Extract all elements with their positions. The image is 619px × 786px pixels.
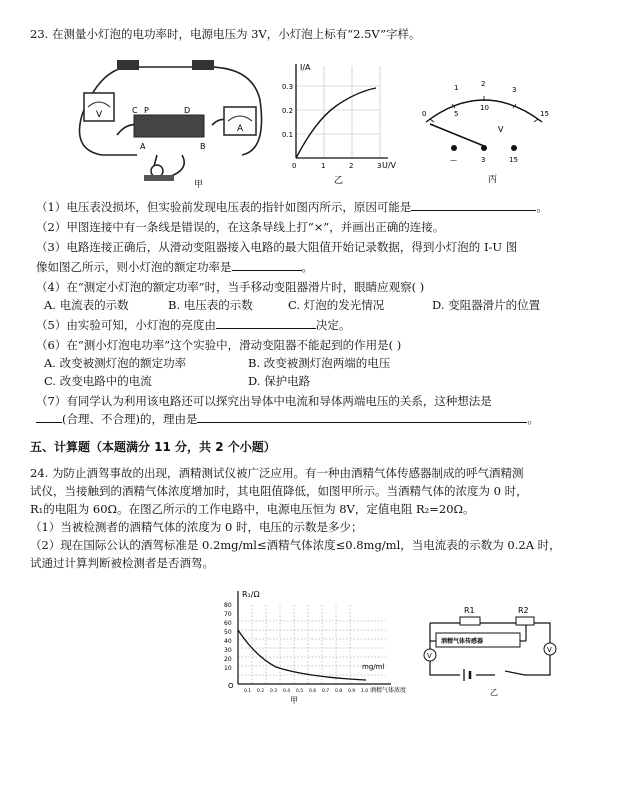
yi-xtick: 1 — [321, 162, 326, 170]
bing-scale-bottom: 15 — [540, 110, 549, 118]
meter-label-right: V — [547, 646, 552, 654]
r1-label: R1 — [464, 606, 475, 615]
q24-line-4: （1）当被检测者的酒精气体的浓度为 0 时，电压的示数是多少； — [30, 520, 363, 534]
yi-ylabel: I/A — [300, 63, 311, 72]
battery-icon — [192, 60, 214, 70]
jia-ytick: 60 — [224, 620, 232, 627]
q24-figure-jia — [216, 585, 406, 710]
voltmeter-label: V — [96, 110, 103, 120]
jia-ytick: 50 — [224, 629, 232, 636]
jia-xlabel: 酒精气体浓度 — [370, 687, 406, 694]
figure-caption-yi2: 乙 — [490, 688, 498, 697]
yi-xlabel: U/V — [382, 161, 397, 170]
r1-curve — [238, 630, 366, 680]
ammeter-label: A — [237, 124, 244, 134]
q23-line-1: （1）电压表没损坏，但实验前发现电压表的指针如图丙所示，原因可能是 。 — [36, 200, 548, 214]
bing-scale-top: 1 — [454, 84, 459, 92]
jia-xtick: 0.5 — [296, 689, 304, 694]
r1-resistor — [460, 617, 480, 625]
q24-line-1: 24. 为防止酒驾事故的出现，酒精测试仪被广泛应用。有一种由酒精气体传感器制成的呼气酒精测 — [30, 466, 524, 480]
rheostat-label-p: P — [144, 106, 149, 115]
yi-ytick: 0.2 — [282, 107, 294, 115]
answer-blank[interactable] — [197, 422, 527, 423]
terminal-label: — — [450, 156, 457, 164]
jia-ytick: 30 — [224, 647, 232, 654]
bing-scale-top: 3 — [512, 86, 517, 94]
yi-xtick: 2 — [349, 162, 354, 170]
q23-option-6c: C. 改变电路中的电流 — [44, 374, 152, 388]
q23-line-2: （2）甲图连接中有一条线是错误的，在这条导线上打“×”，并画出正确的连接。 — [36, 220, 445, 234]
q23-option-4a: A. 电流表的示数 — [44, 298, 129, 312]
jia-xtick: 0.4 — [283, 689, 291, 694]
iu-curve — [296, 88, 376, 158]
q23-option-6a: A. 改变被测灯泡的额定功率 — [44, 356, 187, 370]
q23-option-4c: C. 灯泡的发光情况 — [288, 298, 385, 312]
q23-line-7: （6）在“测小灯泡电功率”这个实验中，滑动变阻器不能起到的作用是( ) — [36, 338, 402, 352]
jia-ylabel: R₁/Ω — [242, 590, 260, 599]
q23-figure-bing — [414, 74, 554, 186]
jia-xtick: 1.0 — [361, 689, 369, 694]
terminal-icon — [451, 145, 457, 151]
figure-caption-bing: 丙 — [488, 175, 498, 185]
meter-label-left: V — [427, 652, 432, 660]
q23-figure-jia — [62, 55, 272, 190]
bing-scale-bottom: 10 — [480, 104, 489, 112]
terminal-icon — [481, 145, 487, 151]
bing-scale-bottom: 5 — [454, 110, 459, 118]
rheostat-label-a: A — [140, 142, 146, 151]
answer-blank[interactable] — [36, 422, 62, 423]
q23-line-4: 像如图乙所示，则小灯泡的额定功率是 。 — [36, 260, 313, 274]
q23-figure-yi — [276, 60, 402, 185]
yi-xtick: 3 — [377, 162, 382, 170]
figure-caption-jia: 甲 — [194, 180, 204, 190]
q23-option-6d: D. 保护电路 — [248, 374, 311, 388]
q23-option-4b: B. 电压表的示数 — [168, 298, 253, 312]
yi-ytick: 0.1 — [282, 131, 294, 139]
battery-icon — [117, 60, 139, 70]
terminal-label: 3 — [481, 156, 486, 164]
answer-blank[interactable] — [232, 270, 302, 271]
jia-ytick: 20 — [224, 656, 232, 663]
q23-line-5: （4）在“测定小灯泡的额定功率”时，当手移动变阻器滑片时，眼睛应观察( ) — [36, 280, 425, 294]
q23-line-8: （7）有同学认为利用该电路还可以探究出导体中电流和导体两端电压的关系，这种想法是 — [36, 394, 492, 408]
bing-unit: V — [498, 125, 504, 134]
jia-origin: O — [228, 682, 234, 690]
q24-figure-yi — [420, 605, 570, 700]
yi-ytick: 0.3 — [282, 83, 294, 91]
q24-line-2: 试仪，当接触到的酒精气体浓度增加时，其电阻值降低，如图甲所示。当酒精气体的浓度为 0 时， — [30, 484, 528, 498]
jia-xtick: 0.1 — [244, 689, 252, 694]
q24-line-5: （2）现在国际公认的酒驾标准是 0.2mg/ml≤酒精气体浓度≤0.8mg/ml，当电流表的示数为 0.2A 时， — [30, 538, 561, 552]
answer-blank[interactable] — [216, 328, 316, 329]
jia-xtick: 0.6 — [309, 689, 317, 694]
jia-xtick: 0.8 — [335, 689, 343, 694]
q23-option-6b: B. 改变被测灯泡两端的电压 — [248, 356, 391, 370]
q23-line-3: （3）电路连接正确后，从滑动变阻器接入电路的最大阻值开始记录数据，得到小灯泡的 I-U 图 — [36, 240, 518, 254]
terminal-label: 15 — [509, 156, 518, 164]
sensor-label: 酒精气体传感器 — [441, 638, 484, 645]
jia-xtick: 0.2 — [257, 689, 265, 694]
q24-line-6: 试通过计算判断被检测者是否酒驾。 — [30, 556, 214, 570]
q23-line-9: (合理、不合理)的，理由是 。 — [36, 412, 539, 426]
terminal-icon — [511, 145, 517, 151]
section-title: 五、计算题（本题满分 11 分，共 2 个小题） — [30, 440, 276, 454]
rheostat-label-c: C — [132, 106, 138, 115]
r2-resistor — [516, 617, 534, 625]
r2-label: R2 — [518, 606, 529, 615]
jia-xtick: 0.3 — [270, 689, 278, 694]
bing-scale-top: 2 — [481, 80, 486, 88]
rheostat-label-d: D — [184, 106, 191, 115]
yi-xtick: 0 — [292, 162, 297, 170]
bing-scale-bottom: 0 — [422, 110, 427, 118]
q23-stem: 23. 在测量小灯泡的电功率时，电源电压为 3V，小灯泡上标有“2.5V”字样。 — [30, 27, 421, 41]
figure-caption-jia2: 甲 — [290, 696, 298, 705]
jia-ytick: 40 — [224, 638, 232, 645]
jia-ytick: 10 — [224, 665, 232, 672]
rheostat-icon — [134, 115, 204, 137]
switch-icon — [144, 175, 174, 181]
jia-ytick: 80 — [224, 602, 232, 609]
dial-needle — [430, 124, 484, 146]
jia-ytick: 70 — [224, 611, 232, 618]
q24-line-3: R₁的电阻为 60Ω。在图乙所示的工作电路中，电源电压恒为 8V，定值电阻 R₂=20Ω。 — [30, 502, 475, 516]
jia-xunit: mg/ml — [362, 663, 385, 671]
rheostat-label-b: B — [200, 142, 206, 151]
q23-option-4d: D. 变阻器滑片的位置 — [432, 298, 541, 312]
answer-blank[interactable] — [411, 210, 536, 211]
jia-xtick: 0.7 — [322, 689, 330, 694]
jia-xtick: 0.9 — [348, 689, 356, 694]
q23-line-6: （5）由实验可知，小灯泡的亮度由 决定。 — [36, 318, 351, 332]
figure-caption-yi: 乙 — [334, 176, 344, 185]
